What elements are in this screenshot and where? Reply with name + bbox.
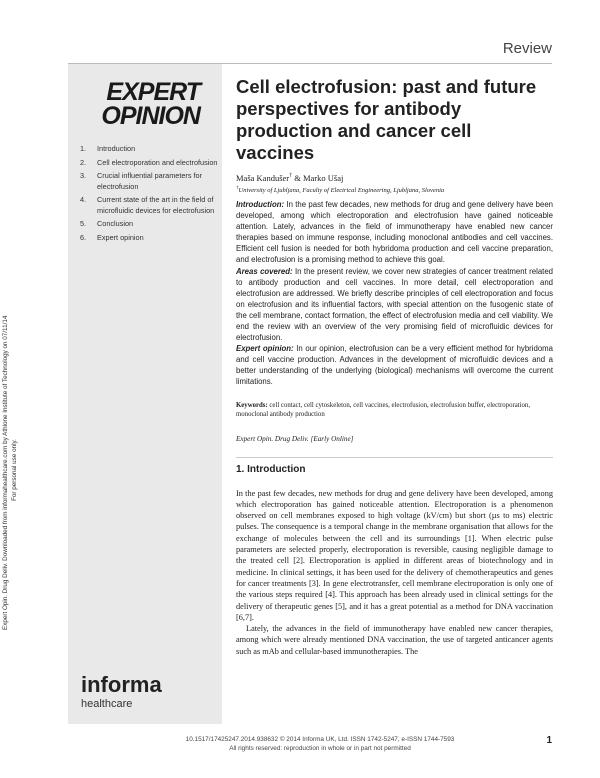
journal-citation: Expert Opin. Drug Deliv. [Early Online]: [236, 434, 354, 443]
toc-item-expert-opinion[interactable]: [80, 233, 220, 244]
download-watermark: [2, 310, 19, 630]
section-heading: 1. Introduction: [236, 457, 553, 475]
toc-item-electroporation[interactable]: [80, 158, 220, 169]
abstract-areas-covered: [236, 266, 553, 344]
toc-number: 5.: [80, 219, 87, 228]
footer: [160, 735, 480, 753]
affiliation-text: University of Ljubljana, Faculty of Electrical Engineering, Ljubljana, Slovenia: [238, 186, 445, 194]
toc-item-conclusion[interactable]: [80, 219, 220, 230]
logo-line-1: EXPERT: [106, 78, 200, 106]
paragraph: Lately, the advances in the field of immunotherapy have enabled new cancer therapies, among which were already mentioned DNA vaccination, the use of targeted anticancer agents such as mAb and cellular-based immunotherapies. The: [236, 624, 553, 656]
abstract-label: Areas covered:: [236, 266, 293, 276]
publisher-sub: healthcare: [81, 698, 133, 710]
abstract-expert-opinion: [236, 343, 553, 387]
toc-label: Crucial influential parameters for electrofusion: [97, 171, 203, 191]
toc-label: Conclusion: [97, 219, 134, 228]
author-mark: †: [289, 173, 293, 179]
toc-label: Cell electroporation and electrofusion: [97, 157, 218, 167]
abstract: [236, 199, 553, 388]
watermark-line-1: Expert Opin. Drug Deliv. Downloaded from informahealthcare.com by Athlone Institute of Technology on 07/11/14: [2, 315, 9, 630]
abstract-label: Expert opinion:: [236, 344, 294, 354]
toc-label: Introduction: [97, 144, 136, 153]
abstract-label: Introduction:: [236, 199, 285, 209]
keywords: [236, 401, 553, 420]
author-list: [236, 171, 553, 184]
article-title: Cell electrofusion: past and future perspectives for antibody production and cancer cell vaccines: [236, 76, 537, 163]
section-label: Review: [502, 40, 552, 57]
author-2: & Marko Ušaj: [292, 172, 344, 183]
sidebar: [68, 64, 222, 724]
expert-opinion-logo: [101, 80, 200, 128]
toc-item-parameters[interactable]: [80, 171, 220, 192]
page-number: 1: [546, 735, 552, 746]
keywords-text: cell contact, cell cytoskeleton, cell vaccines, electrofusion, electrofusion buffer, electroporation, monoclonal antibody production: [236, 401, 531, 419]
abstract-text: In the past few decades, new methods for drug and gene delivery have been developed, among which electroporation and electrofusion have gained noticeable attention. Lately, advances in the field of immunotherapy have enabled new cancer therapies based on immune response, including monoclonal antibodies and cell vaccines. Efficient cell fusion is needed for both hybridoma production and cell vaccine preparation, and electrofusion is a promising method to achieve this goal.: [236, 199, 553, 265]
abstract-text: In the present review, we cover new strategies of cancer treatment related to antibody production and cell vaccines. In more detail, cell electroporation and electrofusion are addressed. We briefly describe principles of cell electroporation and focus on electrofusion and its influential factors, with special attention on the fusogenic state of the cell membrane, contact formation, the effect of electrofusion media and cell viability. We end the review with an overview of the very promising field of microfluidic devices for electrofusion.: [236, 266, 553, 343]
body-text: [236, 488, 553, 657]
toc-number: 1.: [80, 144, 87, 153]
logo-line-2: OPINION: [101, 102, 200, 130]
paragraph: In the past few decades, new methods for drug and gene delivery have been developed, among which electroporation has gained noticeable attention. Electroporation is a phenomenon observed on cell membranes exposed to high voltage (kV/cm) but short (µs to ms) electric pulses. The consequence is a temporal change in the membrane organisation that allows for the exchange of molecules between the cell and its surroundings [1]. When electric pulse parameters are selected properly, electroporation is reversible, causing negligible damage to the treated cell [2]. Electroporation is applied in different areas of biotechnology and in medicine. In clinical settings, it has been used for the delivery of chemotherapeutics and genes for cancer treatments [3]. In gene electrotransfer, cell membrane electroporation is only one of the various steps required [4]. This approach has been already used in clinical settings for the delivery of therapeutic genes [5], and it has a great potential as a method for DNA vaccination [6,7].: [236, 488, 553, 622]
footer-rights: All rights reserved: reproduction in whole or in part not permitted: [229, 745, 411, 752]
watermark-line-2: For personal use only.: [10, 439, 18, 501]
affiliation: [236, 184, 553, 195]
toc-label: Expert opinion: [97, 232, 144, 242]
toc-label: Current state of the art in the field of microfluidic devices for electrofusion: [97, 195, 215, 215]
abstract-introduction: [236, 199, 553, 266]
article: [236, 76, 553, 657]
author-1: Maša Kandušer: [236, 172, 290, 183]
toc-number: 2.: [80, 157, 87, 167]
toc-item-microfluidic[interactable]: [80, 195, 220, 216]
toc-item-introduction[interactable]: [80, 144, 220, 155]
affiliation-mark: †: [236, 185, 239, 191]
footer-doi: 10.1517/17425247.2014.938632 © 2014 Informa UK, Ltd. ISSN 1742-5247, e-ISSN 1744-7593: [185, 736, 455, 743]
table-of-contents: [80, 144, 220, 246]
toc-number: 6.: [80, 232, 87, 242]
abstract-text: In our opinion, electrofusion can be a very efficient method for hybridoma and cell vaccine production. Advances in the development of microfluidic devices and a better understanding of the underlying (biological) mechanisms will overcome the current limitations.: [236, 344, 553, 387]
toc-number: 3.: [80, 171, 87, 180]
toc-number: 4.: [80, 195, 87, 204]
publisher-name: informa: [81, 672, 162, 697]
publisher-logo: [81, 674, 162, 710]
keywords-label: Keywords:: [236, 401, 268, 409]
